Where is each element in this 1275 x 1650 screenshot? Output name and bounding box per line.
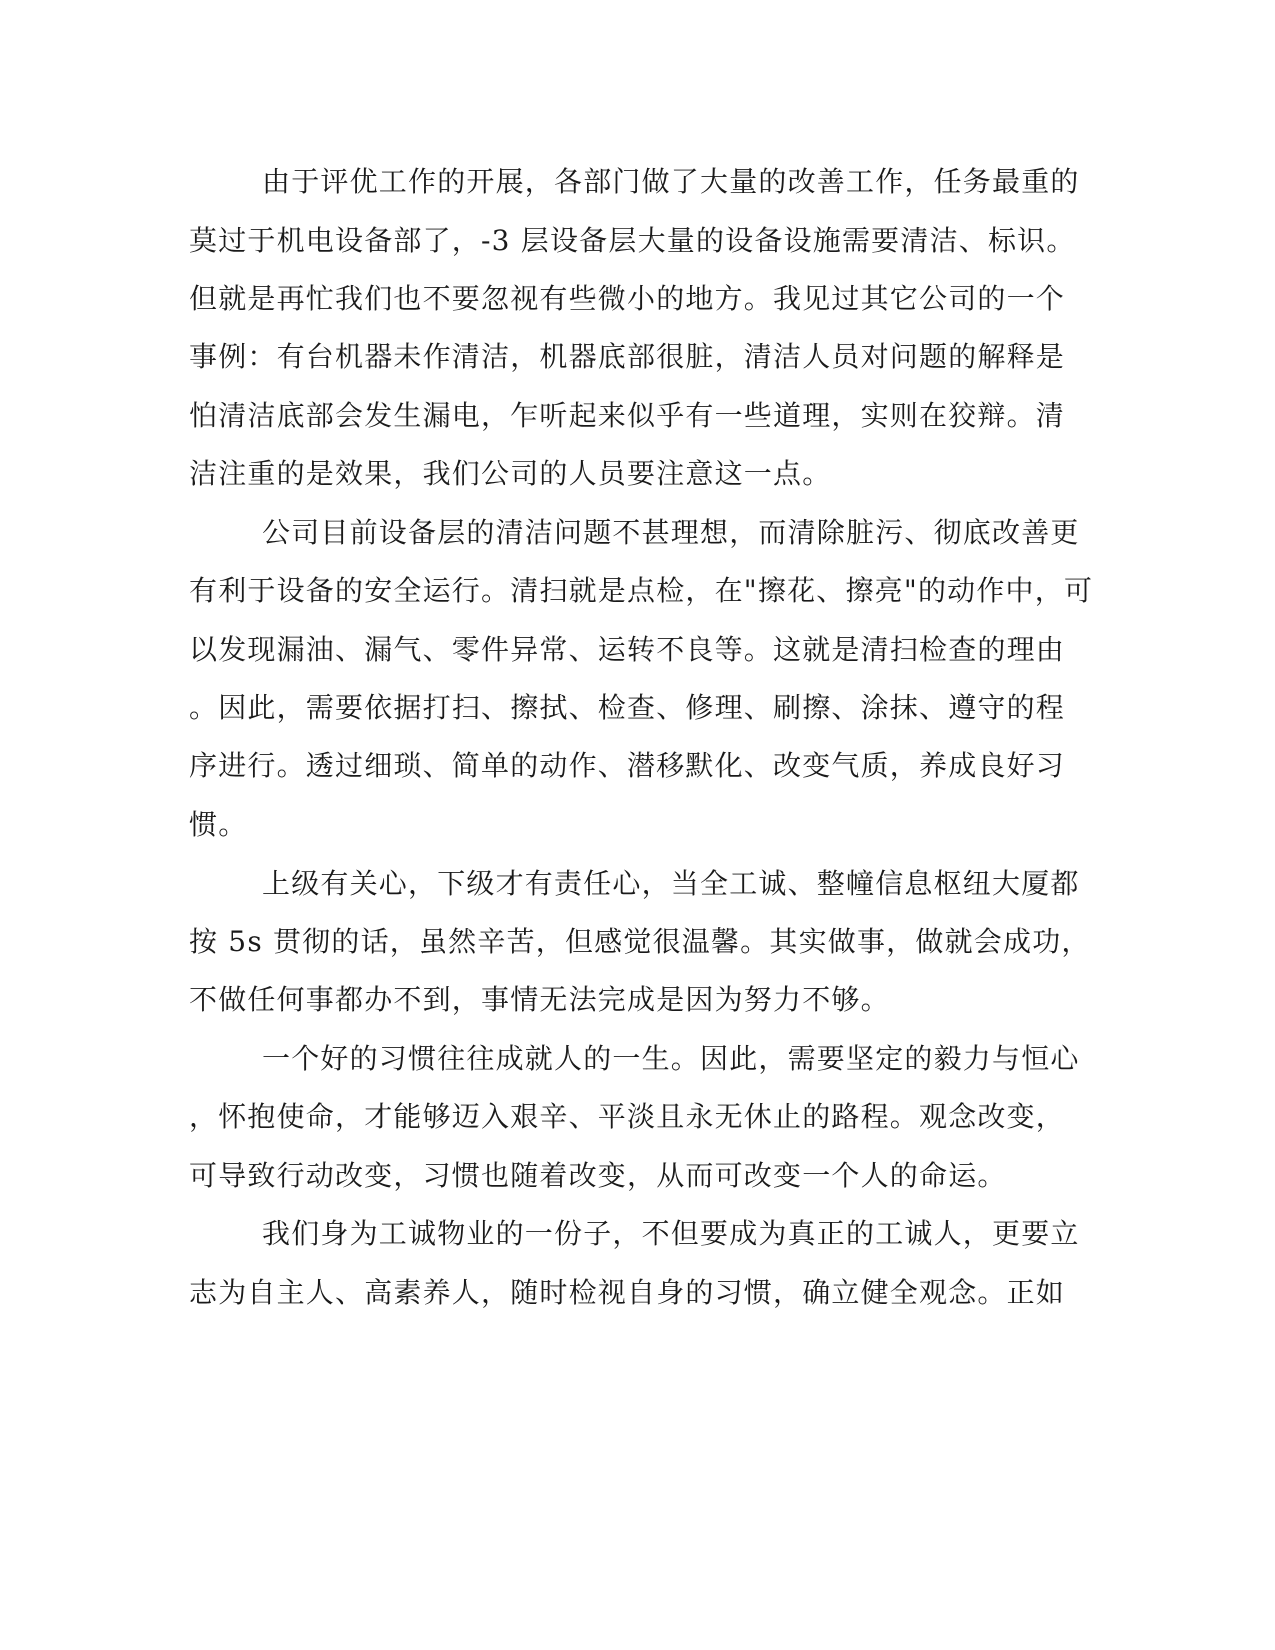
paragraph-3-line-2: 按 5s 贯彻的话，虽然辛苦，但感觉很温馨。其实做事，做就会成功，: [189, 925, 1091, 958]
paragraph-3-line-3: 不做任何事都办不到，事情无法完成是因为努力不够。: [189, 983, 890, 1016]
paragraph-1-line-4: 事例：有台机器未作清洁，机器底部很脏，清洁人员对问题的解释是: [189, 340, 1066, 373]
paragraph-5-line-2: 志为自主人、高素养人，随时检视自身的习惯，确立健全观念。正如: [189, 1276, 1066, 1309]
paragraph-2-line-4: 。因此，需要依据打扫、擦拭、检查、修理、刷擦、涂抹、遵守的程: [189, 691, 1066, 724]
paragraph-2-line-2: 有利于设备的安全运行。清扫就是点检，在"擦花、擦亮"的动作中，可: [189, 574, 1094, 607]
paragraph-1-line-2: 莫过于机电设备部了，-3 层设备层大量的设备设施需要清洁、标识。: [189, 224, 1076, 257]
paragraph-2-line-3: 以发现漏油、漏气、零件异常、运转不良等。这就是清扫检查的理由: [189, 633, 1066, 666]
paragraph-3-line-1: 上级有关心，下级才有责任心，当全工诚、整幢信息枢纽大厦都: [262, 867, 1080, 900]
paragraph-5-line-1: 我们身为工诚物业的一份子，不但要成为真正的工诚人，更要立: [262, 1217, 1080, 1250]
paragraph-4-line-1: 一个好的习惯往往成就人的一生。因此，需要坚定的毅力与恒心: [262, 1042, 1080, 1075]
paragraph-2-line-5: 序进行。透过细琐、简单的动作、潜移默化、改变气质，养成良好习: [189, 749, 1066, 782]
paragraph-1-line-3: 但就是再忙我们也不要忽视有些微小的地方。我见过其它公司的一个: [189, 282, 1066, 315]
paragraph-2-line-1: 公司目前设备层的清洁问题不甚理想，而清除脏污、彻底改善更: [262, 516, 1080, 549]
paragraph-1-line-6: 洁注重的是效果，我们公司的人员要注意这一点。: [189, 457, 832, 490]
paragraph-4-line-3: 可导致行动改变，习惯也随着改变，从而可改变一个人的命运。: [189, 1159, 1007, 1192]
paragraph-1-line-1: 由于评优工作的开展，各部门做了大量的改善工作，任务最重的: [262, 165, 1080, 198]
paragraph-1-line-5: 怕清洁底部会发生漏电，乍听起来似乎有一些道理，实则在狡辩。清: [189, 399, 1066, 432]
paragraph-4-line-2: ，怀抱使命，才能够迈入艰辛、平淡且永无休止的路程。观念改变，: [189, 1100, 1066, 1133]
paragraph-2-line-6: 惯。: [189, 808, 248, 841]
